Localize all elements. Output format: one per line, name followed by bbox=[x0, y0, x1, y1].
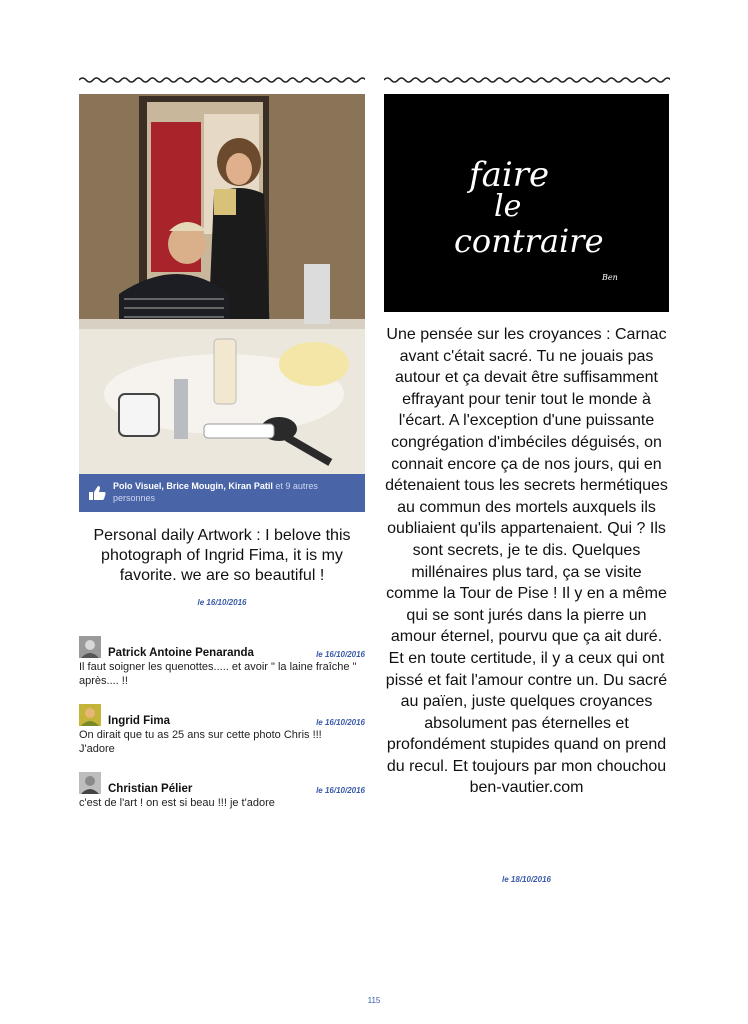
wavy-divider-left bbox=[79, 74, 365, 86]
avatar-christian bbox=[79, 772, 101, 794]
post-caption-left: Personal daily Artwork : I belove this photograph of Ingrid Fima, it is my favorite. we are so beautiful ! bbox=[93, 527, 351, 584]
artwork-signature: Ben bbox=[602, 273, 618, 282]
thumbs-up-icon bbox=[88, 485, 106, 501]
post-caption-right: Une pensée sur les croyances : Carnac avant c'était sacré. Tu ne jouais pas autour et ça devait être suffisamment effrayant pour tenir tout le monde à l'écart. A l'exception d'une puissante congrégation d'imbéciles déguisés, on connait encore ça de nos jours, qui en détenaient tous les secrets hermétiques au commun des mortels auxquels ils oubliaient qu'ils appartenaient. Qui ? Ils sont secrets, je te dis. Quelques millénaires plus tard, ça se visite comme la Tour de Pise ! Il y en a même qui se sont jurés dans la pierre un amour éternel, pourvu que ça ait duré. Et en toute certitude, il y a ceux qui ont pissé et fait l'amour contre un. Du sacré au païen, juste quelques croyances absolument pas éternelles et profondément stupides quand on prend du recul. Et toujours par mon chouchou ben-vautier.com bbox=[385, 326, 668, 797]
like-names[interactable]: Polo Visuel, Brice Mougin, Kiran Patil bbox=[113, 481, 273, 491]
like-others[interactable]: 9 autres personnes bbox=[113, 481, 318, 503]
bathroom-photo bbox=[79, 94, 365, 512]
artwork-word-2: le bbox=[494, 189, 522, 224]
page-number: 115 bbox=[367, 996, 381, 1005]
like-and: et bbox=[272, 481, 286, 491]
wavy-divider-right bbox=[384, 74, 670, 86]
comment-text: c'est de l'art ! on est si beau !!! je t'adore bbox=[79, 797, 275, 809]
comment-text: Il faut soigner les quenottes..... et avoir " la laine fraîche " après.... !! bbox=[79, 661, 357, 687]
artwork-word-3: contraire bbox=[454, 222, 604, 260]
comment-author[interactable]: Ingrid Fima bbox=[108, 715, 170, 727]
artwork-word-1: faire bbox=[469, 155, 550, 195]
comment-1 bbox=[79, 636, 365, 696]
like-bar bbox=[79, 474, 365, 512]
comment-date: le 16/10/2016 bbox=[316, 786, 365, 795]
comment-date: le 16/10/2016 bbox=[316, 718, 365, 727]
post-date-left: le 16/10/2016 bbox=[197, 598, 247, 607]
comment-text: On dirait que tu as 25 ans sur cette photo Chris !!! J'adore bbox=[79, 729, 322, 755]
ben-artwork-image bbox=[384, 94, 669, 312]
avatar-ingrid bbox=[79, 704, 101, 726]
avatar-patrick bbox=[79, 636, 101, 658]
comment-author[interactable]: Patrick Antoine Penaranda bbox=[108, 647, 254, 659]
comment-2 bbox=[79, 704, 365, 764]
comment-date: le 16/10/2016 bbox=[316, 650, 365, 659]
comment-3 bbox=[79, 772, 365, 822]
comment-author[interactable]: Christian Pélier bbox=[108, 783, 193, 795]
post-date-right: le 18/10/2016 bbox=[502, 875, 551, 884]
